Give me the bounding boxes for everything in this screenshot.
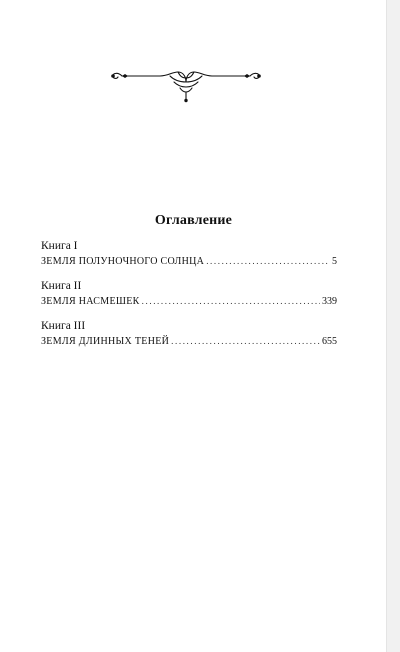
table-of-contents	[41, 239, 337, 359]
toc-book-3	[41, 319, 337, 349]
entry-title: ЗЕМЛЯ ПОЛУНОЧНОГО СОЛНЦА	[41, 256, 205, 267]
book-label: Книга II	[41, 280, 82, 292]
entry-page-number: 655	[322, 336, 337, 347]
entry-title: ЗЕМЛЯ НАСМЕШЕК	[41, 296, 140, 307]
scrollbar[interactable]	[386, 0, 400, 652]
toc-entry-link[interactable]	[41, 254, 337, 269]
entry-page-number: 5	[332, 256, 337, 267]
dot-leader	[206, 254, 330, 269]
book-label: Книга I	[41, 240, 78, 252]
entry-page-number: 339	[322, 296, 337, 307]
book-label: Книга III	[41, 320, 86, 332]
decorative-flourish-icon	[108, 68, 264, 108]
toc-book-1	[41, 239, 337, 269]
dot-leader	[171, 334, 320, 349]
toc-entry-link[interactable]	[41, 334, 337, 349]
toc-title: Оглавление	[154, 213, 233, 228]
toc-entry-link[interactable]	[41, 294, 337, 309]
dot-leader	[142, 294, 320, 309]
toc-book-2	[41, 279, 337, 309]
entry-title: ЗЕМЛЯ ДЛИННЫХ ТЕНЕЙ	[41, 336, 170, 347]
